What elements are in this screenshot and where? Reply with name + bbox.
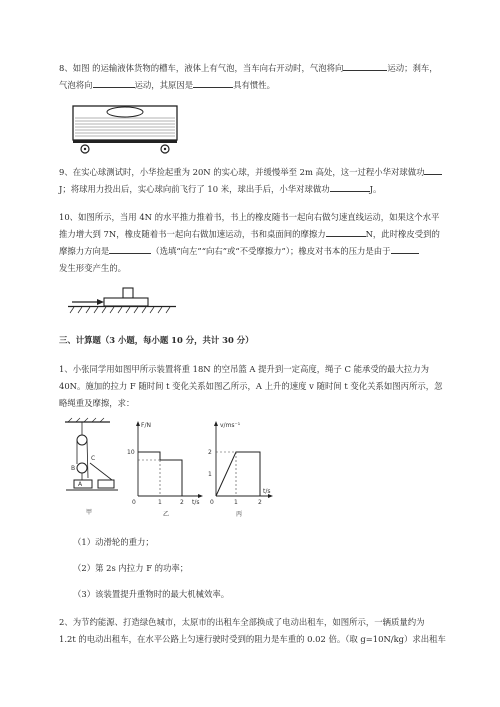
bing-ylabel: v/ms⁻¹ (220, 422, 241, 429)
c1-sub1: （1）动滑轮的重力； (73, 537, 154, 547)
c1-line1: 1、小张同学用如图甲所示装置将重 18N 的空吊篮 A 提升到一定高度，绳子 C 能承受的最大拉力为 (59, 364, 429, 374)
q8-line1: 8、如图 的运输液体货物的槽车，液体上有气泡，当车向右开动时，气泡将向 运动；刹车， (59, 63, 438, 73)
c1-sub2: （2）第 2s 内拉力 F 的功率； (73, 563, 189, 573)
blank[interactable] (343, 61, 387, 71)
yi-ylabel: F/N (141, 422, 151, 429)
yi-tick-0: 0 (132, 499, 136, 506)
blank[interactable] (326, 227, 366, 237)
blank[interactable] (109, 244, 151, 254)
blank[interactable] (93, 78, 135, 88)
c2-line1: 2、为节约能源、打造绿色城市，太原市的出租车全部换成了电动出租车，如图所示，一辆质量约为 (59, 617, 425, 627)
label-bing: 丙 (236, 511, 243, 518)
q9-line2: J；将球用力投出后，实心球向前飞行了 10 米，球出手后，小华对球做功 J。 (59, 184, 382, 194)
bing-tick-2: 2 (208, 449, 212, 456)
section-title: 三、计算题（3 小题，每小题 10 分，共计 30 分） (59, 335, 254, 345)
bing-tick-2s: 2 (258, 499, 262, 506)
blank[interactable] (391, 244, 419, 254)
blank[interactable] (193, 78, 233, 88)
q10-line3: 摩擦力方向是 （选填“向左”“向右”或“不受摩擦力”）；橡皮对书本的压力是由于 (59, 243, 471, 260)
c1-line3: 略绳重及摩擦，求： (59, 398, 135, 408)
bing-tick-1: 1 (208, 471, 212, 478)
label-yi: 乙 (163, 511, 170, 518)
yi-xunit: t/s (192, 499, 200, 506)
q10-line4: 发生形变产生的。 (59, 263, 126, 273)
q8-line2: 气泡将向 运动，其原因是 具有惯性。 (59, 80, 275, 90)
pulley-graphs-figure (60, 418, 280, 526)
yi-tick-2: 2 (180, 499, 184, 506)
book-eraser-figure (68, 286, 178, 316)
c1-line2: 40N。施加的拉力 F 随时间 t 变化关系如图乙所示，A 上升的速度 v 随时间 t 变化关系如图丙所示，忽 (59, 381, 443, 391)
q9-line1: 9、在实心球测试时，小华捡起重为 20N 的实心球，并缓慢举至 2m 高处，这一过程小华对球做功 (59, 164, 471, 181)
c1-sub3: （3）该装置提升重物时的最大机械效率。 (73, 589, 230, 599)
bing-xunit: t/s (263, 488, 271, 495)
label-b: B (71, 465, 76, 472)
tank-car-figure (70, 104, 180, 160)
label-c: C (91, 455, 96, 462)
yi-tick-1: 1 (158, 499, 162, 506)
q10-line1: 10、如图所示，当用 4N 的水平推力推着书，书上的橡皮随书一起向右做匀速直线运动，如果这个水平 (59, 212, 440, 222)
c2-line2: 1.2t 的电动出租车，在水平公路上匀速行驶时受到的阻力是车重的 0.02 倍。（取 g=10N/kg）求出租车 (59, 634, 446, 644)
yi-tick-10: 10 (127, 449, 135, 456)
label-jia: 甲 (86, 509, 93, 516)
bing-tick-0: 0 (210, 499, 214, 506)
label-a: A (78, 481, 83, 488)
blank[interactable] (330, 182, 370, 192)
q10-line2: 推力增大到 7N，橡皮随着书一起向右做加速运动，书和桌面间的摩擦力 N，此时橡皮受到的 (59, 229, 440, 239)
blank[interactable] (424, 165, 442, 175)
bing-tick-1s: 1 (234, 499, 238, 506)
